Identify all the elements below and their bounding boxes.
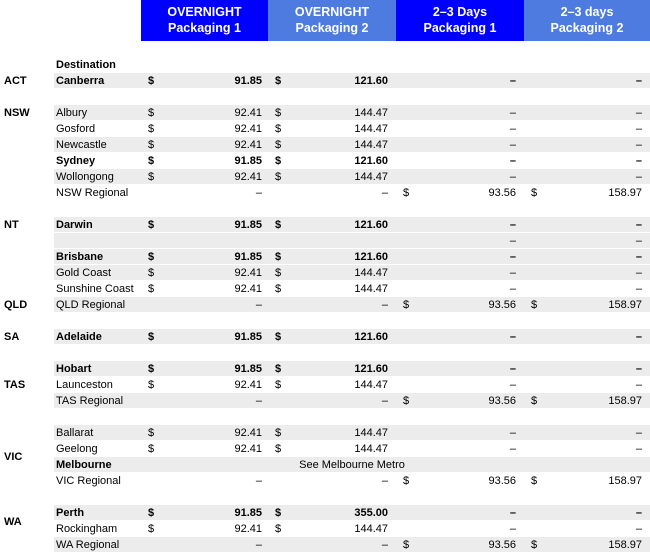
price-cell-3: – — [509, 443, 516, 455]
price-cell-3: – — [509, 283, 516, 295]
header-overnight-packaging-1 — [141, 0, 268, 41]
table-row — [0, 361, 650, 377]
price-cell-2: – — [381, 395, 388, 407]
price-cell-3: – — [509, 507, 516, 519]
price-cell-4: – — [635, 251, 642, 263]
price-cell-3: – — [509, 379, 516, 391]
row-shading — [54, 105, 650, 121]
destination-cell: Hobart — [56, 363, 92, 375]
table-row — [0, 505, 650, 521]
currency-symbol: $ — [148, 331, 155, 343]
price-cell-4: 158.97 — [608, 539, 642, 551]
price-cell-1: – — [255, 299, 262, 311]
currency-symbol: $ — [275, 155, 282, 167]
header-line2: Packaging 1 — [423, 21, 497, 35]
table-row — [0, 265, 650, 281]
destination-cell: Melbourne — [56, 459, 112, 471]
currency-symbol: $ — [148, 523, 155, 535]
price-cell-4: 158.97 — [608, 395, 642, 407]
price-cell-2: 144.47 — [354, 171, 388, 183]
price-cell-3: – — [509, 251, 516, 263]
table-row — [0, 169, 650, 185]
header-line2: Packaging 1 — [168, 21, 241, 35]
row-shading — [54, 249, 650, 265]
price-cell-1: 91.85 — [234, 331, 262, 343]
currency-symbol: $ — [148, 379, 155, 391]
table-row — [0, 537, 650, 553]
currency-symbol: $ — [275, 171, 282, 183]
row-shading — [54, 297, 650, 313]
header-line1: OVERNIGHT — [167, 5, 242, 19]
price-cell-4: – — [635, 283, 642, 295]
price-cell-3: – — [509, 123, 516, 135]
row-shading — [54, 505, 650, 521]
price-cell-1: 92.41 — [234, 427, 262, 439]
price-cell-2: 144.47 — [354, 283, 388, 295]
price-cell-2: 121.60 — [354, 363, 388, 375]
price-cell-1: 92.41 — [234, 139, 262, 151]
currency-symbol: $ — [148, 123, 155, 135]
price-cell-2: 144.47 — [354, 123, 388, 135]
destination-cell: Adelaide — [56, 331, 102, 343]
currency-symbol: $ — [275, 219, 282, 231]
price-cell-4: – — [635, 443, 642, 455]
currency-symbol: $ — [275, 331, 282, 343]
price-cell-3: – — [509, 523, 516, 535]
price-cell-1: 92.41 — [234, 523, 262, 535]
currency-symbol: $ — [148, 283, 155, 295]
destination-cell: Newcastle — [56, 139, 107, 151]
state-label: VIC — [4, 451, 23, 463]
price-cell-3: 93.56 — [488, 475, 516, 487]
price-cell-3: – — [509, 75, 516, 87]
currency-symbol: $ — [275, 427, 282, 439]
currency-symbol: $ — [275, 139, 282, 151]
currency-symbol: $ — [148, 107, 155, 119]
currency-symbol: $ — [531, 539, 538, 551]
price-cell-4: – — [635, 523, 642, 535]
price-cell-4: – — [635, 507, 642, 519]
merged-note-cell: See Melbourne Metro — [299, 459, 405, 471]
table-row — [0, 457, 650, 473]
row-shading — [54, 169, 650, 185]
row-shading — [54, 137, 650, 153]
currency-symbol: $ — [148, 75, 155, 87]
currency-symbol: $ — [148, 363, 155, 375]
price-cell-4: – — [635, 171, 642, 183]
destination-cell: Perth — [56, 507, 85, 519]
destination-cell: Brisbane — [56, 251, 104, 263]
header-line1: 2–3 Days — [432, 5, 488, 19]
table-row — [0, 521, 650, 537]
destination-cell: Gosford — [56, 123, 96, 135]
state-label: QLD — [4, 299, 28, 311]
price-cell-3: – — [509, 427, 516, 439]
row-shading — [54, 265, 650, 281]
currency-symbol: $ — [531, 187, 538, 199]
currency-symbol: $ — [403, 475, 410, 487]
price-cell-1: 92.41 — [234, 107, 262, 119]
destination-column-header: Destination — [56, 59, 116, 71]
currency-symbol: $ — [275, 267, 282, 279]
price-cell-3: – — [509, 331, 516, 343]
destination-cell: QLD Regional — [56, 299, 126, 311]
state-label: WA — [4, 516, 22, 528]
currency-symbol: $ — [148, 155, 155, 167]
price-cell-4: – — [635, 363, 642, 375]
state-label: NT — [4, 219, 19, 231]
row-shading — [54, 217, 650, 233]
price-cell-1: 92.41 — [234, 379, 262, 391]
price-cell-1: – — [255, 395, 262, 407]
currency-symbol: $ — [148, 443, 155, 455]
price-cell-1: 91.85 — [234, 219, 262, 231]
destination-cell: VIC Regional — [56, 475, 121, 487]
price-cell-4: – — [635, 155, 642, 167]
destination-cell: Launceston — [56, 379, 113, 391]
price-cell-1: 92.41 — [234, 283, 262, 295]
price-cell-3: – — [509, 219, 516, 231]
price-cell-2: – — [381, 187, 388, 199]
price-cell-4: – — [635, 107, 642, 119]
currency-symbol: $ — [275, 123, 282, 135]
currency-symbol: $ — [275, 507, 282, 519]
table-row — [0, 425, 650, 441]
currency-symbol: $ — [403, 187, 410, 199]
price-cell-4: 158.97 — [608, 187, 642, 199]
header-2-3-days-packaging-2 — [524, 0, 650, 41]
price-cell-2: 144.47 — [354, 107, 388, 119]
currency-symbol: $ — [531, 475, 538, 487]
currency-symbol: $ — [148, 427, 155, 439]
state-label: NSW — [4, 107, 30, 119]
state-label: TAS — [4, 379, 26, 391]
currency-symbol: $ — [148, 219, 155, 231]
price-cell-1: 91.85 — [234, 363, 262, 375]
table-row — [0, 377, 650, 393]
destination-cell: Sydney — [56, 155, 96, 167]
price-cell-1: – — [255, 475, 262, 487]
destination-cell: TAS Regional — [56, 395, 124, 407]
price-cell-2: 121.60 — [354, 219, 388, 231]
price-cell-3: – — [509, 139, 516, 151]
price-cell-4: – — [635, 219, 642, 231]
row-shading — [54, 361, 650, 377]
table-row — [0, 329, 650, 345]
price-cell-4: 158.97 — [608, 299, 642, 311]
destination-cell: Geelong — [56, 443, 98, 455]
price-cell-3: 93.56 — [488, 395, 516, 407]
currency-symbol: $ — [148, 139, 155, 151]
currency-symbol: $ — [275, 523, 282, 535]
currency-symbol: $ — [275, 443, 282, 455]
row-shading — [54, 537, 650, 553]
price-cell-1: 91.85 — [234, 507, 262, 519]
price-cell-3: 93.56 — [488, 539, 516, 551]
table-row — [0, 249, 650, 265]
price-cell-4: – — [635, 75, 642, 87]
price-cell-3: 93.56 — [488, 187, 516, 199]
row-shading — [54, 233, 650, 249]
price-cell-2: 144.47 — [354, 523, 388, 535]
table-row — [0, 441, 650, 457]
price-cell-2: 144.47 — [354, 443, 388, 455]
price-cell-4: – — [635, 427, 642, 439]
destination-cell: NSW Regional — [56, 187, 129, 199]
table-row — [0, 153, 650, 169]
currency-symbol: $ — [275, 75, 282, 87]
table-row — [0, 105, 650, 121]
currency-symbol: $ — [148, 251, 155, 263]
table-row — [0, 121, 650, 137]
currency-symbol: $ — [531, 299, 538, 311]
price-cell-4: – — [635, 331, 642, 343]
currency-symbol: $ — [275, 363, 282, 375]
price-cell-4: – — [635, 123, 642, 135]
destination-cell: Gold Coast — [56, 267, 112, 279]
currency-symbol: $ — [275, 379, 282, 391]
currency-symbol: $ — [148, 171, 155, 183]
destination-cell: Canberra — [56, 75, 105, 87]
price-cell-1: 92.41 — [234, 123, 262, 135]
state-label: SA — [4, 331, 20, 343]
price-cell-3: – — [509, 267, 516, 279]
header-line1: OVERNIGHT — [294, 5, 370, 19]
price-cell-4: – — [635, 379, 642, 391]
table-row — [0, 137, 650, 153]
table-row — [0, 233, 650, 249]
price-cell-1: 92.41 — [234, 443, 262, 455]
destination-cell: Sunshine Coast — [56, 283, 134, 295]
price-cell-3: 93.56 — [488, 299, 516, 311]
table-row — [0, 185, 650, 201]
price-cell-3: – — [509, 107, 516, 119]
row-shading — [54, 393, 650, 409]
currency-symbol: $ — [148, 507, 155, 519]
currency-symbol: $ — [531, 395, 538, 407]
table-row — [0, 297, 650, 313]
header-line1: 2–3 days — [560, 5, 614, 19]
table-row — [0, 281, 650, 297]
row-shading — [54, 329, 650, 345]
currency-symbol: $ — [275, 251, 282, 263]
header-line2: Packaging 2 — [550, 21, 624, 35]
row-shading — [54, 425, 650, 441]
currency-symbol: $ — [275, 107, 282, 119]
price-cell-2: 144.47 — [354, 427, 388, 439]
price-cell-1: 92.41 — [234, 171, 262, 183]
price-cell-1: 91.85 — [234, 251, 262, 263]
currency-symbol: $ — [275, 283, 282, 295]
price-cell-4: – — [635, 235, 642, 247]
price-cell-2: – — [381, 539, 388, 551]
price-cell-2: 121.60 — [354, 331, 388, 343]
price-cell-2: 144.47 — [354, 379, 388, 391]
destination-cell: WA Regional — [56, 539, 120, 551]
table-row — [0, 393, 650, 409]
state-label: ACT — [4, 75, 27, 87]
price-cell-2: 144.47 — [354, 139, 388, 151]
price-cell-4: 158.97 — [608, 475, 642, 487]
price-cell-2: – — [381, 299, 388, 311]
price-cell-3: – — [509, 235, 516, 247]
currency-symbol: $ — [403, 395, 410, 407]
header-overnight-packaging-2 — [268, 0, 396, 41]
price-cell-1: 91.85 — [234, 75, 262, 87]
destination-cell: Ballarat — [56, 427, 94, 439]
price-cell-2: 355.00 — [354, 507, 388, 519]
destination-cell: Darwin — [56, 219, 93, 231]
row-shading — [54, 73, 650, 89]
price-cell-4: – — [635, 139, 642, 151]
table-row — [0, 73, 650, 89]
price-cell-2: 121.60 — [354, 251, 388, 263]
header-line2: Packaging 2 — [295, 21, 369, 35]
header-2-3-days-packaging-1 — [396, 0, 524, 41]
price-cell-1: 91.85 — [234, 155, 262, 167]
price-cell-1: – — [255, 187, 262, 199]
currency-symbol: $ — [403, 299, 410, 311]
currency-symbol: $ — [403, 539, 410, 551]
price-cell-3: – — [509, 155, 516, 167]
destination-cell: Rockingham — [56, 523, 118, 535]
price-cell-4: – — [635, 267, 642, 279]
price-cell-3: – — [509, 363, 516, 375]
price-cell-1: – — [255, 539, 262, 551]
price-cell-3: – — [509, 171, 516, 183]
price-cell-2: – — [381, 475, 388, 487]
table-row — [0, 473, 650, 489]
price-cell-1: 92.41 — [234, 267, 262, 279]
destination-cell: Albury — [56, 107, 88, 119]
price-cell-2: 121.60 — [354, 75, 388, 87]
price-cell-2: 144.47 — [354, 267, 388, 279]
table-row — [0, 217, 650, 233]
currency-symbol: $ — [148, 267, 155, 279]
destination-cell: Wollongong — [56, 171, 114, 183]
price-cell-2: 121.60 — [354, 155, 388, 167]
